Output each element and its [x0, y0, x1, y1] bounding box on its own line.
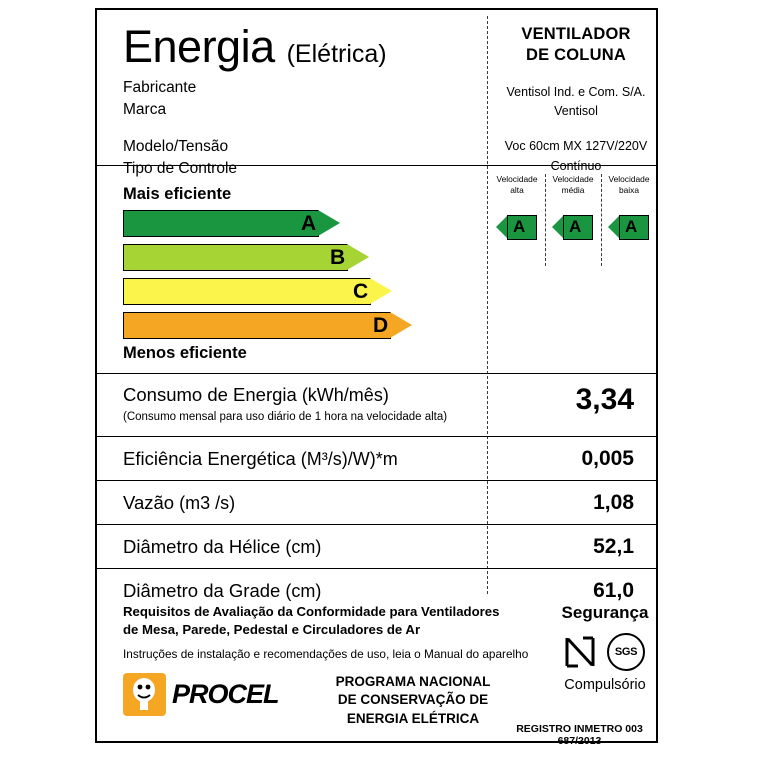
program-line2: DE CONSERVAÇÃO DE: [337, 692, 489, 708]
certification-marks: [552, 631, 658, 673]
data-row: [97, 481, 656, 525]
manufacturer-labels: [123, 77, 473, 121]
speed-grade-arrow: [489, 215, 545, 241]
row-value: 52,1: [593, 535, 634, 558]
requirements-line2: de Mesa, Parede, Pedestal e Circuladores de Ar: [123, 622, 421, 638]
bar-letter: B: [330, 246, 346, 269]
security-title: Segurança: [561, 603, 649, 622]
label-fabricante: Fabricante: [123, 79, 197, 96]
requirements-text: [123, 603, 543, 639]
speed-grade-arrow: [545, 215, 601, 241]
row-value: 1,08: [593, 491, 634, 514]
speed-grade-letter: A: [569, 216, 582, 236]
speed-title: [545, 174, 601, 196]
data-row: [97, 375, 656, 437]
bar-body: [123, 278, 371, 305]
row-label-text: Diâmetro da Hélice: [123, 536, 281, 557]
brand-name: Ventisol: [554, 103, 598, 118]
row-value: 0,005: [581, 447, 634, 470]
speed-column-2: [545, 174, 601, 241]
row-label: [123, 536, 321, 558]
speed-column-3: [601, 174, 657, 241]
speed-title-line2: média: [561, 184, 585, 195]
control-type: Contínuo: [550, 158, 602, 173]
title-row: [123, 21, 473, 72]
row-value: 61,0: [593, 579, 634, 602]
speed-grade-arrow: [601, 215, 657, 241]
program-text: [293, 673, 533, 728]
row-value: 3,34: [575, 383, 634, 416]
speed-title-line2: alta: [510, 184, 524, 195]
row-unit: (M³/s)/W)*m: [295, 449, 398, 469]
bar-body: [123, 312, 391, 339]
procel-wordmark: PROCEL: [172, 679, 279, 709]
speed-title: [489, 174, 545, 196]
row-label-text: Eficiência Energética: [123, 448, 296, 469]
speed-title: [601, 174, 657, 196]
row-unit: (m3 /s): [174, 493, 236, 513]
row-label: [123, 384, 389, 406]
bar-letter: A: [301, 212, 317, 235]
bar-arrow-outline: [317, 210, 339, 236]
procel-logo: [123, 673, 279, 716]
row-subtext: (Consumo mensal para uso diário de 1 hora na velocidade alta): [123, 411, 448, 423]
header-right: [496, 24, 656, 176]
bar-letter: D: [373, 314, 389, 337]
model-voltage: Voc 60cm MX 127V/220V: [504, 139, 648, 154]
speed-title-line2: baixa: [618, 184, 640, 195]
manufacturer-name: Ventisol Ind. e Com. S/A.: [506, 84, 646, 99]
sgs-icon: SGS: [607, 633, 645, 671]
row-unit: (cm): [280, 537, 322, 557]
bar-letter: C: [353, 280, 369, 303]
most-efficient-label: Mais eficiente: [123, 185, 232, 203]
row-label-text: Diâmetro da Grade: [123, 580, 281, 601]
divider-scale: [97, 373, 656, 374]
row-unit: (kWh/mês): [296, 385, 389, 405]
row-label: [123, 448, 398, 470]
label-modelo-tensao: Modelo/Tensão: [123, 138, 229, 155]
header-left: [123, 21, 473, 180]
bar-body: [123, 244, 348, 271]
instructions-text: Instruções de instalação e recomendações de uso, leia o Manual do aparelho: [123, 647, 529, 661]
bar-body: [123, 210, 319, 237]
bar-arrow-outline: [369, 278, 391, 304]
divider-header: [97, 165, 656, 166]
speed-grades: [489, 174, 657, 241]
row-label: [123, 492, 235, 514]
inmetro-icon: [565, 636, 595, 668]
row-label-text: Consumo de Energia: [123, 384, 297, 405]
speed-grade-letter: A: [513, 216, 526, 236]
requirements-line1: Requisitos de Avaliação da Conformidade para Ventiladores: [123, 604, 500, 619]
product-name-line1: VENTILADOR: [521, 25, 631, 43]
row-label-text: Vazão: [123, 492, 175, 513]
speed-title-line1: Velocidade: [496, 174, 538, 184]
bar-arrow-outline: [389, 312, 411, 338]
registration-text: REGISTRO INMETRO 003 687/2013: [516, 723, 643, 747]
label-tipo-controle: Tipo de Controle: [123, 160, 238, 177]
page-subtitle: (Elétrica): [286, 40, 387, 68]
program-line3: ENERGIA ELÉTRICA: [346, 710, 480, 726]
speed-title-line1: Velocidade: [552, 174, 594, 184]
manufacturer-values: [496, 83, 656, 121]
least-efficient-label: Menos eficiente: [123, 344, 247, 362]
row-unit: (cm): [280, 581, 322, 601]
energy-label: [95, 8, 658, 747]
program-line1: PROGRAMA NACIONAL: [335, 674, 491, 689]
footer: [97, 595, 656, 747]
model-labels: [123, 136, 473, 180]
model-values: [496, 137, 656, 176]
data-rows: [97, 375, 656, 613]
lightbulb-icon: [123, 673, 166, 716]
security-note: Compulsório: [564, 677, 646, 693]
speed-column-1: [489, 174, 545, 241]
data-row: [97, 525, 656, 569]
page-title: Energia: [123, 21, 275, 72]
data-row: [97, 437, 656, 481]
speed-title-line1: Velocidade: [608, 174, 650, 184]
speed-grade-letter: A: [625, 216, 638, 236]
product-name-line2: DE COLUNA: [526, 46, 626, 65]
label-marca: Marca: [123, 101, 167, 118]
bar-arrow-outline: [346, 244, 368, 270]
product-name: [496, 24, 656, 67]
